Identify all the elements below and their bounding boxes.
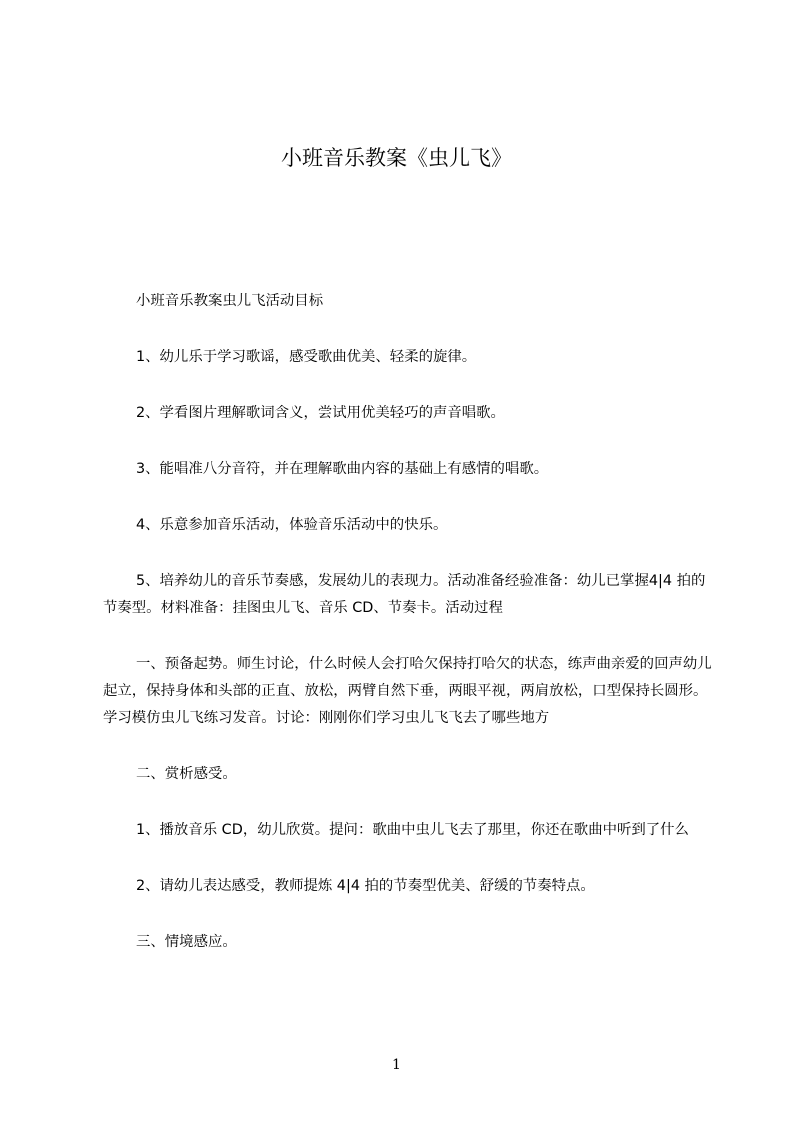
paragraph-section-2-item-2: 2、请幼儿表达感受，教师提炼 4|4 拍的节奏型优美、舒缓的节奏特点。 (136, 878, 595, 894)
paragraph-section-2-item-1: 1、播放音乐 CD，幼儿欣赏。提问：歌曲中虫儿飞去了那里，你还在歌曲中听到了什么 (136, 822, 689, 838)
paragraph-goal-5-and-preparation: 5、培养幼儿的音乐节奏感，发展幼儿的表现力。活动准备经验准备：幼儿已掌握4|4 拍的节奏型。材料准备：挂图虫儿飞、音乐 CD、节奏卡。活动过程 (103, 573, 706, 616)
paragraph-section-2-heading: 二、赏析感受。 (136, 766, 237, 782)
paragraph-section-1-warmup: 一、预备起势。师生讨论，什么时候人会打哈欠保持打哈欠的状态，练声曲亲爱的回声幼儿起立，保持身体和头部的正直、放松，两臂自然下垂，两眼平视，两肩放松，口型保持长圆形。学习模仿虫儿飞练习发音。讨论：刚刚你们学习虫儿飞飞去了哪些地方 (103, 656, 712, 726)
paragraph-activity-goals-heading: 小班音乐教案虫儿飞活动目标 (136, 293, 324, 309)
paragraph-goal-1: 1、幼儿乐于学习歌谣，感受歌曲优美、轻柔的旋律。 (136, 349, 477, 365)
document-title: 小班音乐教案《虫儿飞》 (281, 146, 512, 170)
paragraph-goal-3: 3、能唱准八分音符，并在理解歌曲内容的基础上有感情的唱歌。 (136, 461, 549, 477)
page-number: 1 (392, 1057, 401, 1073)
document-body (103, 288, 713, 985)
paragraph-goal-2: 2、学看图片理解歌词含义，尝试用优美轻巧的声音唱歌。 (136, 405, 505, 421)
paragraph-goal-4: 4、乐意参加音乐活动，体验音乐活动中的快乐。 (136, 517, 448, 533)
paragraph-section-3-heading: 三、情境感应。 (136, 934, 237, 950)
